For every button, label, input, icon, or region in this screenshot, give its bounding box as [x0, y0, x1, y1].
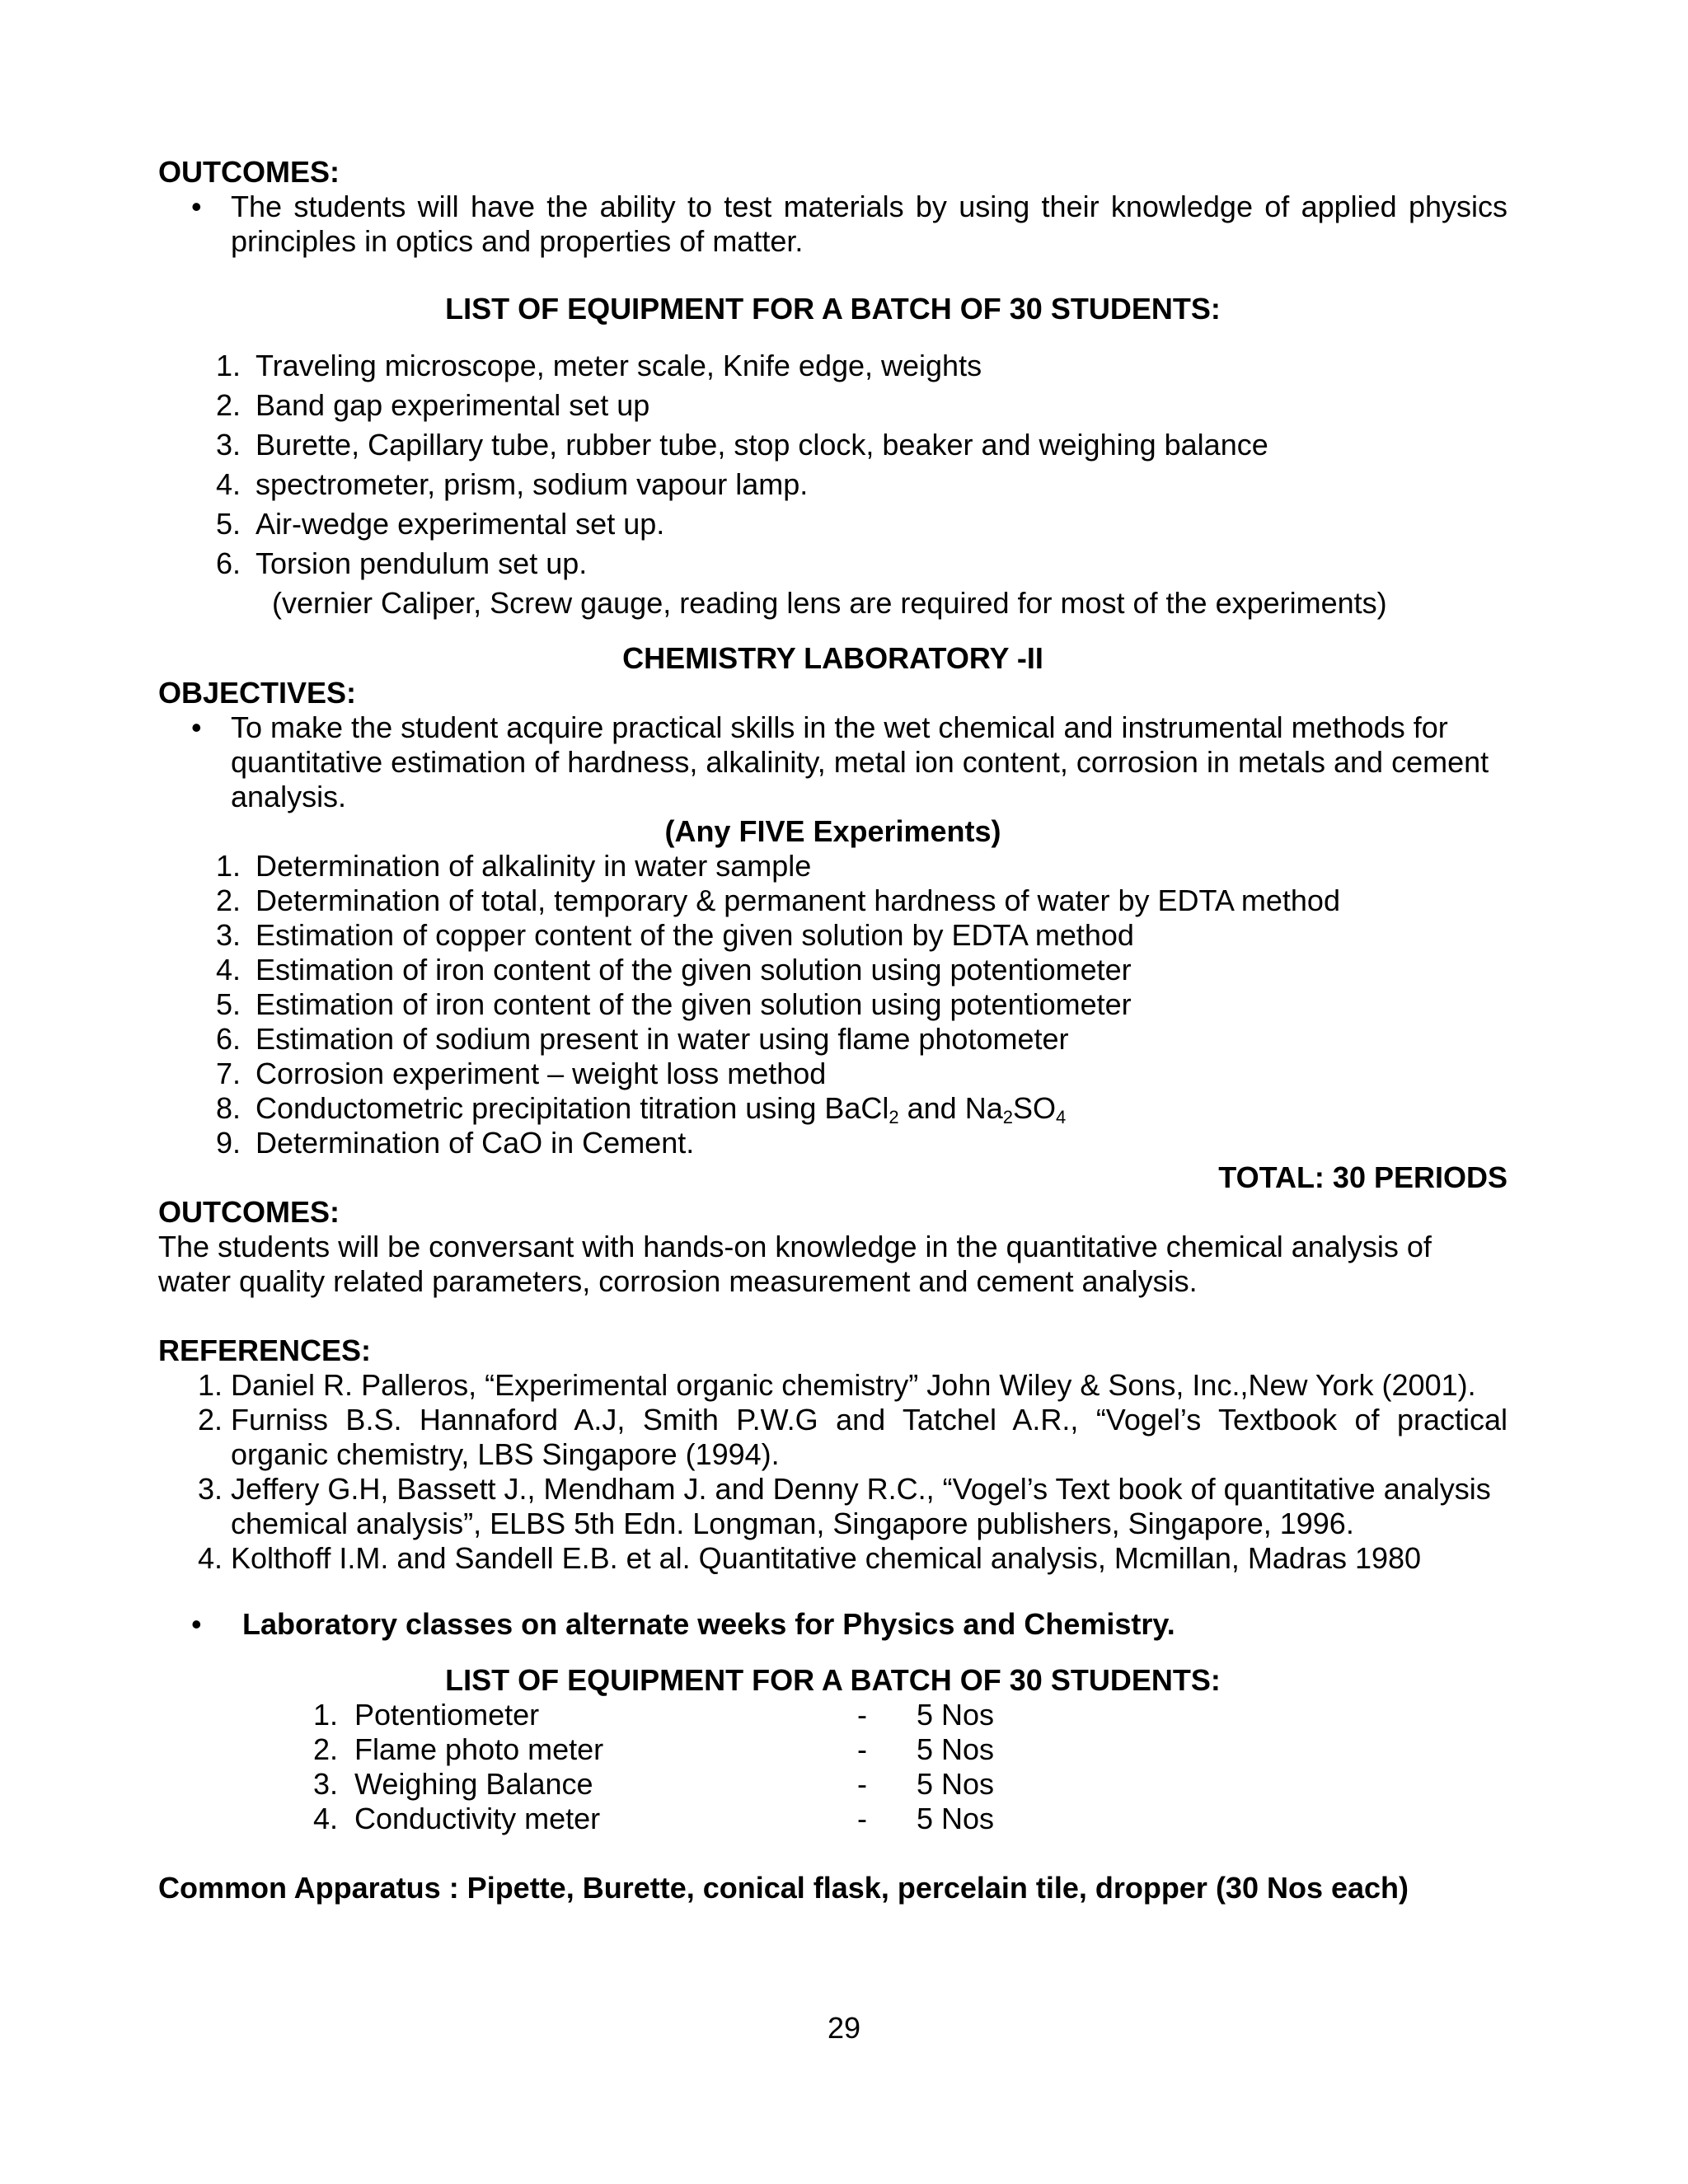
list-text: Estimation of copper content of the given solution by EDTA method	[256, 918, 1134, 952]
equipment-quantity: 5 Nos	[917, 1732, 995, 1766]
equipment-number: 1.	[312, 1698, 338, 1732]
total-periods: TOTAL: 30 PERIODS	[1218, 1160, 1507, 1194]
reference-text: Daniel R. Palleros, “Experimental organic chemistry” John Wiley & Sons, Inc.,New York (2001).	[231, 1368, 1476, 1402]
list-item	[158, 465, 1507, 504]
list-item	[158, 953, 1507, 987]
equipment-dash: -	[857, 1732, 867, 1766]
list-text: Air-wedge experimental set up.	[256, 507, 665, 541]
list-text: Traveling microscope, meter scale, Knife edge, weights	[256, 349, 982, 382]
reference-item	[158, 1368, 1507, 1403]
equipment-dash: -	[857, 1767, 867, 1801]
list-item	[158, 386, 1507, 425]
bullet-icon: •	[191, 1607, 202, 1641]
objective-item	[158, 710, 1507, 814]
list-item	[158, 425, 1507, 465]
list-number: 5.	[215, 507, 241, 541]
chemistry-outcome-line: The students will be conversant with hands-on knowledge in the quantitative chemical analysis of	[158, 1230, 1432, 1263]
equipment-number: 3.	[312, 1767, 338, 1801]
list-number: 1.	[215, 849, 241, 883]
list-text: Determination of total, temporary & permanent hardness of water by EDTA method	[256, 883, 1340, 917]
list-text: SO	[1012, 1091, 1056, 1125]
equipment-name: Weighing Balance	[354, 1767, 593, 1801]
list-number: 9.	[215, 1126, 241, 1160]
subscript: 4	[1055, 1107, 1067, 1127]
list-number: 4.	[215, 953, 241, 987]
equipment-dash: -	[857, 1698, 867, 1732]
list-item	[158, 544, 1507, 583]
equipment-row	[158, 1767, 1507, 1802]
list-text: Corrosion experiment – weight loss method	[256, 1057, 827, 1090]
chemistry-title: CHEMISTRY LABORATORY -II	[622, 641, 1043, 675]
physics-outcome-line: The students will have the ability to test materials by using their knowledge of applied physics	[231, 190, 1507, 223]
reference-number: 4.	[197, 1541, 223, 1575]
list-number: 2.	[215, 883, 241, 917]
reference-text: chemical analysis”, ELBS 5th Edn. Longman, Singapore publishers, Singapore, 1996.	[231, 1507, 1354, 1540]
list-number: 6.	[215, 1022, 241, 1056]
reference-text: organic chemistry, LBS Singapore (1994).	[231, 1437, 780, 1471]
bullet-icon: •	[191, 190, 202, 223]
chemistry-equipment-heading: LIST OF EQUIPMENT FOR A BATCH OF 30 STUDENTS:	[445, 1663, 1221, 1697]
equipment-row	[158, 1732, 1507, 1767]
list-text: spectrometer, prism, sodium vapour lamp.	[256, 467, 809, 501]
subscript: 2	[1002, 1107, 1013, 1127]
list-number: 5.	[215, 987, 241, 1021]
equipment-number: 2.	[312, 1732, 338, 1766]
references-heading: REFERENCES:	[158, 1333, 372, 1367]
objective-line: quantitative estimation of hardness, alkalinity, metal ion content, corrosion in metals and cement	[231, 745, 1489, 779]
equipment-quantity: 5 Nos	[917, 1802, 995, 1835]
experiments-heading: (Any FIVE Experiments)	[664, 814, 1001, 848]
equipment-row	[158, 1802, 1507, 1836]
lab-note-item	[158, 1607, 1507, 1642]
list-text: Determination of alkalinity in water sample	[256, 849, 812, 883]
equipment-name: Potentiometer	[354, 1698, 540, 1732]
physics-outcome-line: principles in optics and properties of matter.	[231, 224, 804, 258]
list-item	[158, 1022, 1507, 1057]
objective-line: analysis.	[231, 780, 347, 813]
reference-number: 3.	[197, 1472, 223, 1506]
reference-item	[158, 1403, 1507, 1472]
list-item	[158, 849, 1507, 883]
chemistry-outcome-line: water quality related parameters, corrosion measurement and cement analysis.	[158, 1264, 1198, 1298]
list-item	[158, 1126, 1507, 1160]
equipment-name: Conductivity meter	[354, 1802, 601, 1835]
list-text: Determination of CaO in Cement.	[256, 1126, 695, 1160]
list-number: 8.	[215, 1091, 241, 1125]
list-item	[158, 504, 1507, 544]
equipment-note: (vernier Caliper, Screw gauge, reading lens are required for most of the experiments)	[272, 586, 1387, 620]
reference-text: Kolthoff I.M. and Sandell E.B. et al. Quantitative chemical analysis, Mcmillan, Madras 1980	[231, 1541, 1422, 1575]
lab-note: Laboratory classes on alternate weeks for Physics and Chemistry.	[242, 1607, 1175, 1641]
list-number: 7.	[215, 1057, 241, 1090]
references-list	[158, 1368, 1507, 1576]
list-number: 3.	[215, 428, 241, 462]
equipment-number: 4.	[312, 1802, 338, 1835]
equipment-name: Flame photo meter	[354, 1732, 604, 1766]
equipment-quantity: 5 Nos	[917, 1698, 995, 1732]
physics-equipment-heading: LIST OF EQUIPMENT FOR A BATCH OF 30 STUDENTS:	[445, 292, 1221, 326]
list-number: 6.	[215, 546, 241, 580]
bullet-icon: •	[191, 710, 202, 744]
physics-outcomes-heading: OUTCOMES:	[158, 155, 340, 189]
physics-outcome-item	[158, 190, 1507, 259]
objective-line: To make the student acquire practical skills in the wet chemical and instrumental methods for	[231, 710, 1448, 744]
list-item	[158, 1091, 1507, 1126]
equipment-row	[158, 1698, 1507, 1732]
list-item	[158, 883, 1507, 918]
list-text: and Na	[898, 1091, 1003, 1125]
common-apparatus: Common Apparatus : Pipette, Burette, conical flask, percelain tile, dropper (30 Nos each)	[158, 1871, 1409, 1905]
list-number: 1.	[215, 349, 241, 382]
list-text: Torsion pendulum set up.	[256, 546, 588, 580]
equipment-quantity: 5 Nos	[917, 1767, 995, 1801]
list-text: Band gap experimental set up	[256, 388, 650, 422]
objectives-heading: OBJECTIVES:	[158, 676, 357, 710]
list-text: Estimation of iron content of the given solution using potentiometer	[256, 987, 1132, 1021]
reference-item	[158, 1541, 1507, 1576]
reference-number: 2.	[197, 1403, 223, 1436]
list-text: Burette, Capillary tube, rubber tube, stop clock, beaker and weighing balance	[256, 428, 1268, 462]
list-item	[158, 987, 1507, 1022]
equipment-dash: -	[857, 1802, 867, 1835]
reference-text: Furniss B.S. Hannaford A.J, Smith P.W.G and Tatchel A.R., “Vogel’s Textbook of practical	[231, 1403, 1507, 1436]
subscript: 2	[889, 1107, 899, 1127]
list-number: 3.	[215, 918, 241, 952]
list-number: 4.	[215, 467, 241, 501]
document-page	[158, 155, 1507, 1905]
reference-item	[158, 1472, 1507, 1541]
list-item	[158, 1057, 1507, 1091]
list-number: 2.	[215, 388, 241, 422]
list-text: Estimation of sodium present in water using flame photometer	[256, 1022, 1069, 1056]
list-text: Conductometric precipitation titration using BaCl	[256, 1091, 889, 1125]
chemistry-outcomes-heading: OUTCOMES:	[158, 1195, 340, 1229]
page-number: 29	[827, 2011, 861, 2045]
list-item	[158, 918, 1507, 953]
list-item	[158, 346, 1507, 386]
reference-number: 1.	[197, 1368, 223, 1402]
physics-equipment-list	[158, 346, 1507, 623]
reference-text: Jeffery G.H, Bassett J., Mendham J. and Denny R.C., “Vogel’s Text book of quantitative analysis	[231, 1472, 1491, 1506]
chemistry-equipment-list	[158, 1698, 1507, 1836]
list-text: Estimation of iron content of the given solution using potentiometer	[256, 953, 1132, 987]
experiments-list	[158, 849, 1507, 1160]
